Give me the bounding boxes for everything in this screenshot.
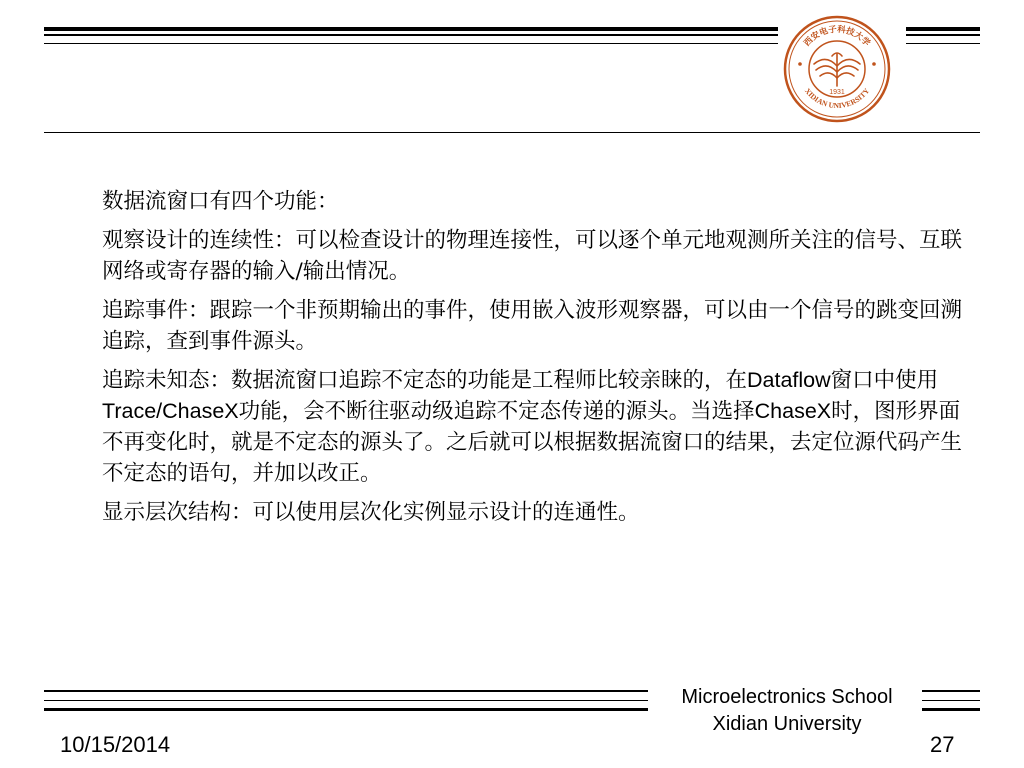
paragraph-text-run: 追踪未知态：数据流窗口追踪不定态的功能是工程师比较亲睐的，在 — [102, 368, 748, 393]
footer-rule-right-mid — [922, 700, 980, 701]
paragraph-text-run: 数据流窗口有四个功能： — [102, 189, 339, 214]
seal-text-bottom: XIDIAN UNIVERSITY — [802, 86, 872, 111]
footer-school-name — [656, 684, 918, 738]
header-rule-thin-right — [906, 34, 980, 36]
header-rule-thin-top — [44, 34, 778, 36]
paragraph-text-run: 观察设计的连续性：可以检查设计的物理连接性，可以逐个单元地观测所关注的信号、互联网络或寄存器的输入/输出情况。 — [102, 228, 963, 284]
footer-rule-left-bottom — [44, 708, 648, 711]
footer-rule-left-mid — [44, 700, 648, 701]
footer-rule-right-bottom — [922, 708, 980, 711]
paragraph-text-run: Trace/ChaseX — [102, 399, 239, 423]
paragraph-text-run: 功能，会不断往驱动级追踪不定态传递的源头。当选择 — [238, 399, 755, 424]
body-paragraph — [102, 365, 964, 489]
header-rule-bottom — [44, 132, 980, 133]
footer-rule-right-top — [922, 690, 980, 692]
seal-year: 1931 — [829, 89, 845, 96]
slide-body — [102, 186, 964, 536]
eagle-emblem — [814, 53, 860, 86]
header-rule-thick-right — [906, 27, 980, 31]
body-paragraph — [102, 225, 964, 287]
header-rule-thin-mid — [44, 43, 778, 44]
paragraph-text-run: 时，图形界面不再变化时，就是不定态的源头了。之后就可以根据数据流窗口的结果，去定位源代码产生不定态的语句，并加以改正。 — [102, 399, 963, 486]
body-paragraph — [102, 497, 964, 528]
paragraph-text-run: 显示层次结构：可以使用层次化实例显示设计的连通性。 — [102, 500, 640, 525]
paragraph-text-run: Dataflow — [747, 368, 831, 392]
footer-rule-left-top — [44, 690, 648, 692]
body-paragraph — [102, 295, 964, 357]
seal-text-top: 西安电子科技大学 — [802, 24, 872, 49]
paragraph-text-run: 追踪事件：跟踪一个非预期输出的事件，使用嵌入波形观察器，可以由一个信号的跳变回溯追踪，查到事件源头。 — [102, 298, 963, 354]
paragraph-text-run: 窗口中使用 — [830, 368, 939, 393]
paragraph-text-run: ChaseX — [754, 399, 832, 423]
page-number: 27 — [930, 732, 955, 757]
header-rule-thick-top — [44, 27, 778, 31]
footer-school-line2: Xidian University — [712, 713, 862, 735]
body-paragraph — [102, 186, 964, 217]
footer-date: 10/15/2014 — [60, 732, 171, 757]
header-rule-thin-right-2 — [906, 43, 980, 44]
footer-school-line1: Microelectronics School — [681, 686, 893, 708]
university-seal-logo — [782, 14, 892, 124]
